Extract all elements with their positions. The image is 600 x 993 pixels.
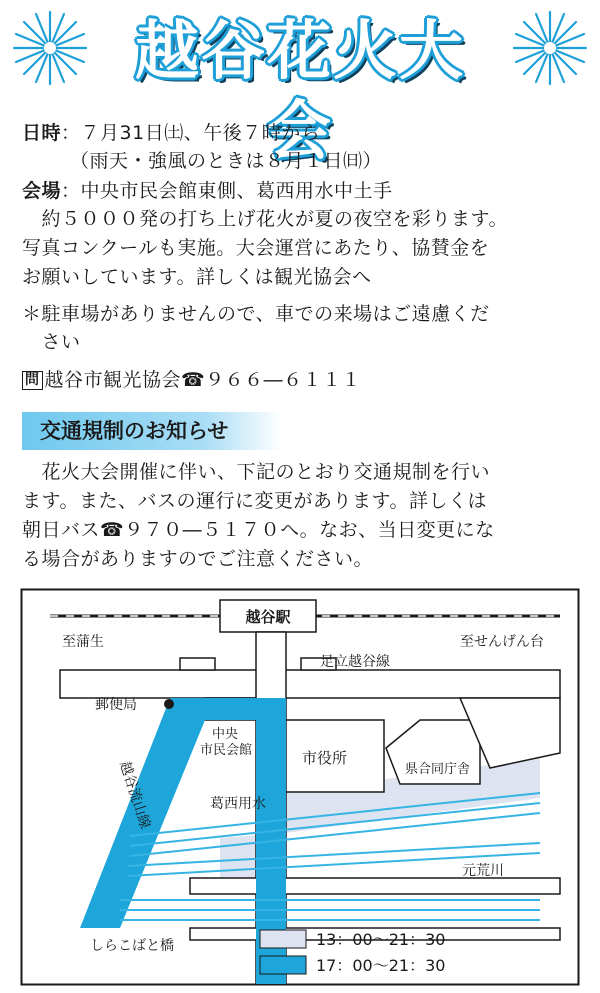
- kasai-canal-label: 葛西用水: [210, 796, 266, 812]
- post-office-marker: [164, 699, 174, 709]
- event-venue-line: [22, 178, 393, 205]
- post-office-label: 郵便局: [95, 697, 137, 713]
- section-heading: 交通規制のお知らせ: [40, 419, 229, 443]
- firework-left-icon: [10, 8, 90, 88]
- traffic-restriction-map: [20, 588, 580, 986]
- motoarakawa-label: 元荒川: [462, 863, 504, 879]
- inquiry-mark: 問: [22, 371, 43, 390]
- event-body-line: さい: [22, 331, 81, 353]
- station-label: 越谷駅: [245, 608, 291, 626]
- event-body-line: 約５０００発の打ち上げ花火が夏の夜空を彩ります。: [22, 208, 508, 230]
- legend-label-dark: 17：00～21：30: [316, 956, 446, 975]
- road-south-1: [190, 878, 560, 894]
- event-body-line: ＊駐車場がありませんので、車での来場はご遠慮くだ: [22, 303, 490, 325]
- legend-swatch-light: [260, 930, 306, 948]
- legend-swatch-dark: [260, 956, 306, 974]
- event-body-line: お願いしています。詳しくは観光協会へ: [22, 266, 372, 288]
- nagareyama-line-label: 越谷流山線: [116, 759, 154, 831]
- firework-right-icon: [510, 8, 590, 88]
- city-hall-label: 市役所: [302, 749, 348, 767]
- venue-text: ：中央市民会館東側、葛西用水中土手: [61, 180, 393, 202]
- date-label: 日時: [22, 122, 62, 144]
- to-gamo-label: 至蒲生: [62, 634, 104, 650]
- traffic-body-line: ます。また、バスの運行に変更があります。詳しくは: [22, 490, 487, 512]
- event-date-line: [22, 120, 320, 147]
- shirakobato-bridge-label: しらこばと橋: [90, 938, 174, 954]
- road-spur: [180, 658, 215, 670]
- traffic-body-line: 花火大会開催に伴い、下記のとおり交通規制を行い: [22, 461, 491, 483]
- rain-date-text: （雨天・強風のときは８月１日㈰）: [70, 150, 383, 172]
- to-sengendai-label: 至せんげん台: [460, 634, 544, 650]
- event-body-line: 写真コンクールも実施。大会運営にあたり、協賛金を: [22, 237, 490, 259]
- traffic-body-line: 朝日バス☎９７０―５１７０へ。なお、当日変更にな: [22, 519, 495, 541]
- restricted-road-dark: [170, 698, 256, 720]
- community-hall-label: 市民会館: [200, 743, 253, 758]
- inquiry-line: [22, 367, 361, 394]
- venue-label: 会場: [22, 180, 62, 202]
- inquiry-text: 越谷市観光協会☎９６６―６１１１: [44, 369, 362, 391]
- prefectural-office-label: 県合同庁舎: [405, 762, 471, 777]
- road-adachi-koshigaya: [60, 670, 560, 698]
- adachi-line-label: 足立越谷線: [320, 654, 390, 670]
- traffic-body-line: る場合がありますのでご注意ください。: [22, 548, 374, 570]
- community-hall-label: 中央: [212, 727, 239, 742]
- date-text: ：７月31日㈯、午後７時から: [61, 122, 321, 144]
- page-title: 越谷花火大会: [135, 15, 465, 169]
- legend-label-light: 13：00～21：30: [316, 930, 446, 949]
